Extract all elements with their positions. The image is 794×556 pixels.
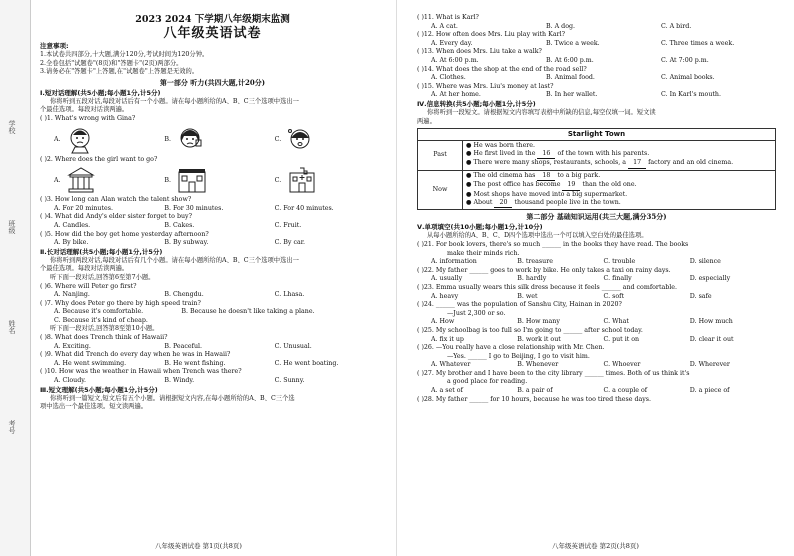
answer-blank-20[interactable]: 20 [494,199,512,208]
notice-item: 1.本试卷共四部分,十大题,满分120分,考试时间为120分钟。 [40,51,209,58]
option: C. Three times a week. [661,39,735,47]
question-27-cont: a good place for reading. [447,378,528,386]
question-22: ( )22. My father ______ goes to work by bike. He only takes a taxi on rainy days. [417,266,671,274]
question-25-options [417,336,776,345]
section3-instruction: 你将听到一篇短文,短文后有五个小题。请根据短文内容,在每小题所给的A、B、C三个选 [50,394,295,402]
question-4-options [40,222,385,231]
question-21-cont: make their minds rich. [447,249,520,257]
exam-title: 2023 2024 下学期八年级期末监测 [135,14,290,25]
option: B. In her wallet. [546,91,598,99]
option: A. fix it up [431,335,464,343]
question-28: ( )28. My father ______ for 10 hours, because he was too tired these days. [417,395,652,403]
question-7: ( )7. Why does Peter go there by high speed train? [40,299,201,307]
option: A. A cat. [431,22,458,30]
exam-page-2 [397,0,794,556]
question-24-options [417,318,776,327]
option: C. What [603,318,629,326]
question-8-options [40,343,385,352]
section1-instruction: 个最佳选项。每段对话读两遍。 [40,106,129,114]
row-label-past: Past [418,140,463,170]
question-26: ( )26. —You really have a close relationship with Mr. Chen. [417,344,605,352]
answer-blank-19[interactable]: 19 [562,181,580,190]
option: B. Peaceful. [164,342,203,350]
table-title: Starlight Town [418,129,776,140]
option: A. Clothes. [431,74,466,82]
option: A. Whatever [431,361,471,369]
table-line: ● There were many shops, restaurants, schools, a 17 factory and an old cinema. [466,159,772,168]
table-text: Most shops have moved into a big supermarket. [473,190,628,198]
question-13-options [417,57,776,66]
question-2-options [40,164,385,196]
table-text: He first lived in the [473,149,536,157]
option: C. a couple of [603,387,648,395]
table-line: ● He was born there. [466,141,536,149]
option: A. Exciting. [54,342,91,350]
notice-item: 2.全卷包括"试题卷"(8页)和"答题卡"(2页)两部分。 [40,59,183,67]
sidebar-label-school: 学校 [8,120,16,134]
option: C. finally [603,275,632,283]
option: B. Cakes. [164,221,195,229]
option: D. especially [689,275,731,283]
option: B. By subway. [164,239,209,247]
option: C. By car. [274,239,306,247]
section2-instruction: 你将听到两段对话,每段对话后有几个小题。请在每小题所给的A、B、C三个选项中选出一 [50,256,299,264]
option: C. Whoever [603,361,641,369]
page-footer: 八年级英语试卷 第2页(共8页) [552,542,639,550]
section3-instruction: 项中选出一个最佳选项。短文读两遍。 [40,403,148,411]
section4-heading: Ⅳ.信息转换(共5小题;每小题1分,计5分) [417,99,536,108]
option: B. A dog. [546,22,576,30]
table-text: About [473,198,493,206]
row-label-now: Now [418,170,463,210]
question-22-options [417,275,776,284]
question-7-options [40,308,385,317]
question-6-options [40,291,385,300]
table-text: The old cinema has [473,171,536,179]
option: A. usually [431,275,463,283]
table-line: ● Most shops have moved into a big supermarket. [466,190,628,198]
info-table [417,128,776,210]
section3-heading: Ⅲ.短文理解(共5小题;每小题1分,计5分) [40,385,158,394]
option: A. information [431,258,477,266]
question-5: ( )5. How did the boy get home yesterday afternoon? [40,230,209,238]
table-text: He was born there. [473,141,536,149]
question-26-options [417,361,776,370]
option: A. Every day. [431,39,473,47]
question-11-options [417,23,776,32]
girl-toothache-icon [177,126,203,154]
table-text: to a big park. [557,171,601,179]
question-24: ( )24. ______ was the population of Sanshu City, Hainan in 2020? [417,301,622,309]
option: B. Twice a week. [546,39,600,47]
part2-heading: 第二部分 基础知识运用(共三大题,满分35分) [526,212,667,222]
answer-blank-18[interactable]: 18 [537,172,555,181]
option: A. At her home. [431,91,481,99]
option: A. Cloudy. [54,377,86,385]
sidebar-label-class: 班级 [8,220,16,234]
section4-instruction: 两遍。 [417,117,436,125]
section5-heading: Ⅴ.单项填空(共10小题;每小题1分,计10分) [417,223,543,232]
option: D. safe [689,292,712,300]
option: A. Nanjing. [54,291,90,299]
section1-heading: Ⅰ.短对话理解(共5小题;每小题1分,计5分) [40,88,161,97]
table-text: The post office has become [473,181,561,189]
bank-building-icon [67,167,95,193]
option: A. He went swimming. [54,359,127,367]
post-office-icon [177,167,207,193]
table-text: than the old one. [582,181,637,189]
option: C. Sunny. [274,377,305,385]
option: C. trouble [603,258,636,266]
option-c-label: C. [274,176,282,184]
option: D. Wherever [689,361,730,369]
question-21: ( )21. For book lovers, there's so much ______ in the books they have read. The books [417,240,689,248]
option: C. Animal books. [661,74,715,82]
question-11: ( )11. What is Karl? [417,14,479,21]
option: C. A bird. [661,22,692,30]
question-9-options [40,360,385,369]
answer-blank-16[interactable]: 16 [537,150,555,159]
section2-instruction: 听下面一段对话,回答第6至第7小题。 [50,273,155,281]
question-6: ( )6. Where will Peter go first? [40,282,137,290]
part1-heading: 第一部分 听力(共四大题,计20分) [159,77,266,87]
question-1-options [40,124,385,156]
option-b-label: B. [164,136,171,144]
option-b-label: B. [164,176,171,184]
option: B. Animal food. [546,74,595,82]
section4-instruction: 你将听到一段短文。请根据短文内容填写表格中所缺的信息,每空仅填一词。短文读 [427,108,656,116]
option: B. treasure [517,258,553,266]
option: C. soft [603,292,624,300]
girl-headache-icon [67,126,93,154]
table-line: ● He first lived in the 16 of the town with his parents. [466,150,772,159]
option: A. At 6:00 p.m. [431,56,479,64]
option: A. How [431,318,455,326]
option: A. heavy [431,292,459,300]
table-text: There were many shops, restaurants, schools, a [473,159,627,167]
question-21-options [417,258,776,267]
option: C. Because it's kind of cheap. [54,316,148,324]
option-a-label: A. [54,176,61,184]
exam-subtitle: 八年级英语试卷 [163,26,262,41]
sidebar-label-name: 姓名 [8,320,16,334]
option: D. clear it out [689,335,734,343]
question-27-options [417,387,776,396]
question-3-options [40,205,385,214]
option: B. wet [517,292,538,300]
past-cell [463,140,776,170]
option: A. Candles. [54,221,91,229]
question-23-options [417,293,776,302]
option: B. Because he doesn't like taking a plane. [181,308,315,316]
question-13: ( )13. When does Mrs. Liu take a walk? [417,48,542,56]
question-15: ( )15. Where was Mrs. Liu's money at last? [417,82,554,90]
table-line: ● The post office has become 19 than the old one. [466,181,772,190]
table-text: of the town with his parents. [557,149,650,157]
table-text: thousand people live in the town. [514,198,621,206]
option: D. How much [689,318,733,326]
question-24-answer: —Just 2,300 or so. [447,309,506,317]
option: B. Whenever [517,361,559,369]
question-26-answer: —Yes. ______ I go to Beijing, I go to visit him. [447,352,590,360]
question-14-options [417,74,776,83]
option: B. Windy. [164,377,195,385]
notice-item: 3.请务必在"答题卡"上答题,在"试题卷"上答题是无效的。 [40,68,199,76]
option: A. By bike. [54,239,89,247]
option: B. At 6:00 p.m. [546,56,594,64]
girl-cough-icon [287,126,313,154]
option: B. Chengdu. [164,291,204,299]
option: B. work it out [517,335,561,343]
option-a-label: A. [54,136,61,144]
option: D. a piece of [689,387,730,395]
hospital-building-icon [287,167,317,193]
option: B. hardly [517,275,547,283]
option: C. Unusual. [274,342,312,350]
question-12: ( )12. How often does Mrs. Liu play with Karl? [417,31,565,39]
question-5-options [40,239,385,248]
question-3: ( )3. How long can Alan watch the talent show? [40,196,192,204]
option: A. a set of [431,387,463,395]
section1-instruction: 你将听到五段对话,每段对话后有一个小题。请在每小题所给的A、B、C三个选项中选出一 [50,97,299,105]
question-12-options [417,40,776,49]
sidebar-label-id: 考号 [8,420,16,434]
question-25: ( )25. My schoolbag is too full so I'm going to ______ after school today. [417,326,643,334]
option: A. Because it's comfortable. [54,308,144,316]
option: A. For 20 minutes. [54,204,113,212]
notice-heading: 注意事项: [40,42,69,50]
answer-blank-17[interactable]: 17 [628,159,646,168]
option-c-label: C. [274,136,282,144]
section2-instruction: 听下面一段对话,回答第8至第10小题。 [50,325,159,333]
question-15-options [417,91,776,100]
option: C. Lhasa. [274,291,305,299]
question-2: ( )2. Where does the girl want to go? [40,155,158,163]
option: C. He went boating. [274,359,339,367]
option: D. silence [689,258,721,266]
option: B. How many [517,318,560,326]
option: B. a pair of [517,387,553,395]
option: B. For 30 minutes. [164,204,224,212]
table-line: ● The old cinema has 18 to a big park. [466,172,772,181]
section5-instruction: 从每小题所给的A、B、C、D四个选项中选出一个可以填入空白处的最佳选项。 [427,232,648,240]
question-8: ( )8. What does Trench think of Hawaii? [40,334,168,342]
section2-heading: Ⅱ.长对话理解(共5小题;每小题1分,计5分) [40,247,163,256]
option: C. put it on [603,335,640,343]
table-text: factory and an old cinema. [648,159,734,167]
option: C. Fruit. [274,221,302,229]
section2-instruction: 个最佳选项。每段对话读两遍。 [40,265,129,273]
table-line: ● About 20 thousand people live in the town. [466,199,772,208]
option: C. For 40 minutes. [274,204,334,212]
question-10: ( )10. How was the weather in Hawaii when Trench was there? [40,368,242,376]
option: C. In Karl's mouth. [661,91,721,99]
page-footer: 八年级英语试卷 第1页(共8页) [155,542,242,550]
question-14: ( )14. What does the shop at the end of the road sell? [417,65,587,73]
question-1: ( )1. What's wrong with Gina? [40,114,136,122]
option: C. At 7:00 p.m. [661,56,709,64]
option: B. He went fishing. [164,359,226,367]
question-27: ( )27. My brother and I have been to the city library ______ times. Both of us think it's [417,369,690,377]
question-4: ( )4. What did Andy's elder sister forget to buy? [40,213,192,221]
question-10-options [40,377,385,386]
question-9: ( )9. What did Trench do every day when he was in Hawaii? [40,351,231,359]
now-cell [463,170,776,210]
question-23: ( )23. Emma usually wears this silk dress because it feels ______ and comfortable. [417,283,678,291]
